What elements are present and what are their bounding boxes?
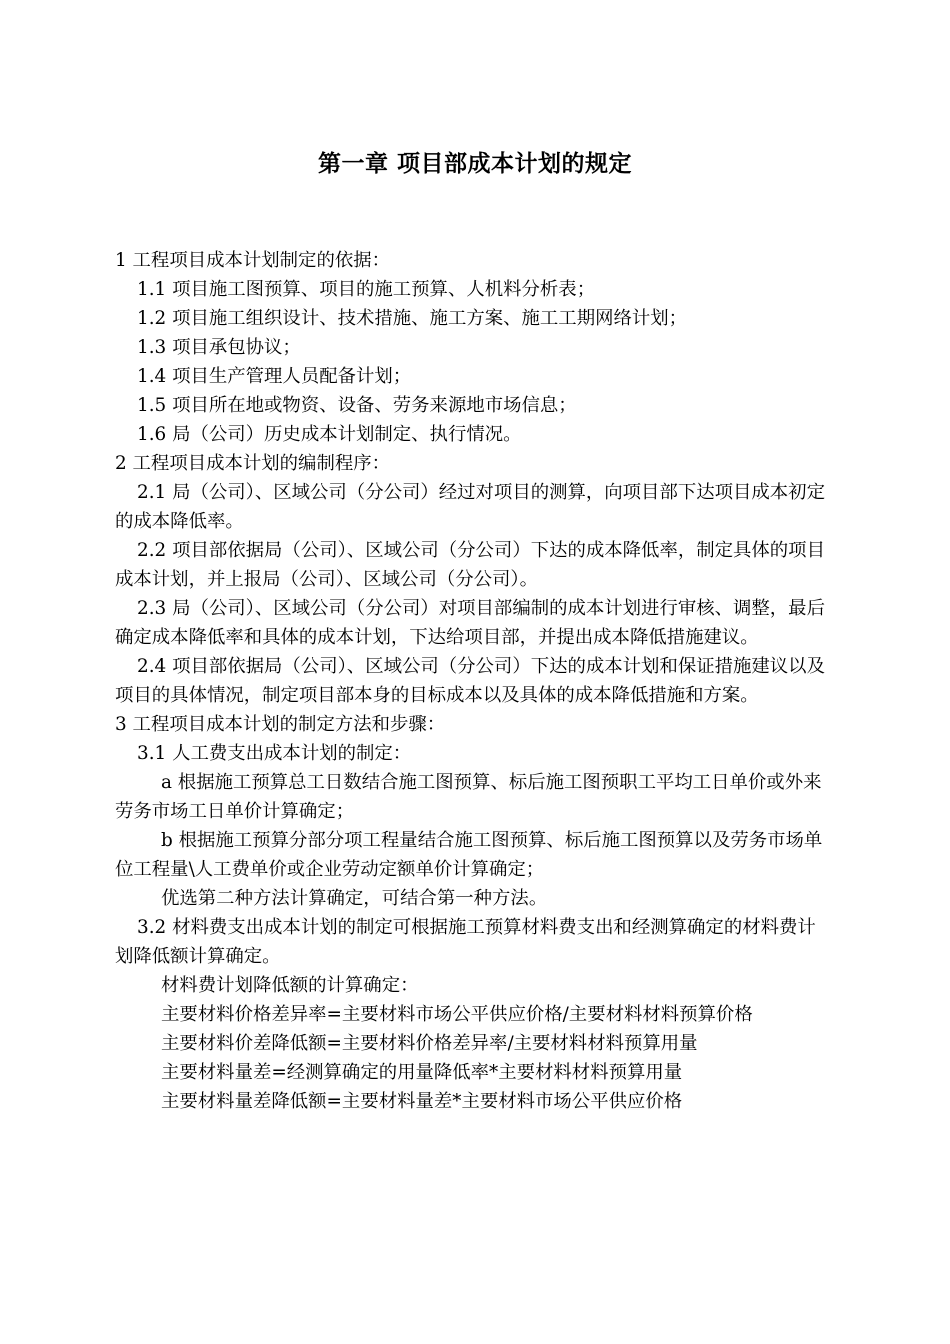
section-heading: 1 工程项目成本计划制定的依据： xyxy=(115,250,391,271)
chapter-title: 第一章 项目部成本计划的规定 xyxy=(317,150,632,177)
document-body xyxy=(115,246,830,1116)
paragraph: 主要材料量差=经测算确定的用量降低率*主要材料材料预算用量 xyxy=(161,1062,683,1083)
paragraph: 2.1 局（公司）、区域公司（分公司）经过对项目的测算，向项目部下达项目成本初定的成本降低率。 xyxy=(115,482,825,532)
paragraph: 主要材料量差降低额=主要材料量差*主要材料市场公平供应价格 xyxy=(161,1091,683,1112)
paragraph: 2.2 项目部依据局（公司）、区域公司（分公司）下达的成本降低率，制定具体的项目成本计划，并上报局（公司）、区域公司（分公司）。 xyxy=(115,540,825,590)
paragraph: 3.1 人工费支出成本计划的制定： xyxy=(137,743,412,764)
paragraph: 1.1 项目施工图预算、项目的施工预算、人机料分析表； xyxy=(137,279,596,300)
paragraph: 优选第二种方法计算确定，可结合第一种方法。 xyxy=(161,888,548,909)
paragraph: 2.3 局（公司）、区域公司（分公司）对项目部编制的成本计划进行审核、调整，最后确定成本降低率和具体的成本计划，下达给项目部，并提出成本降低措施建议。 xyxy=(115,598,825,648)
paragraph: 材料费计划降低额的计算确定： xyxy=(161,975,419,996)
paragraph: 1.3 项目承包协议； xyxy=(137,337,301,358)
paragraph: 主要材料价格差异率=主要材料市场公平供应价格/主要材料材料预算价格 xyxy=(161,1004,753,1025)
paragraph: a 根据施工预算总工日数结合施工图预算、标后施工图预职工平均工日单价或外来劳务市场工日单价计算确定； xyxy=(115,772,822,822)
paragraph: b 根据施工预算分部分项工程量结合施工图预算、标后施工图预算以及劳务市场单位工程量\人工费单价或企业劳动定额单价计算确定； xyxy=(115,830,823,880)
section-heading: 2 工程项目成本计划的编制程序： xyxy=(115,453,391,474)
paragraph: 1.6 局（公司）历史成本计划制定、执行情况。 xyxy=(137,424,522,445)
section-heading: 3 工程项目成本计划的制定方法和步骤： xyxy=(115,714,446,735)
paragraph: 1.5 项目所在地或物资、设备、劳务来源地市场信息； xyxy=(137,395,577,416)
paragraph: 1.2 项目施工组织设计、技术措施、施工方案、施工工期网络计划； xyxy=(137,308,688,329)
paragraph: 1.4 项目生产管理人员配备计划； xyxy=(137,366,412,387)
paragraph: 2.4 项目部依据局（公司）、区域公司（分公司）下达的成本计划和保证措施建议以及项目的具体情况，制定项目部本身的目标成本以及具体的成本降低措施和方案。 xyxy=(115,656,825,706)
paragraph: 3.2 材料费支出成本计划的制定可根据施工预算材料费支出和经测算确定的材料费计划降低额计算确定。 xyxy=(115,917,816,967)
paragraph: 主要材料价差降低额=主要材料价格差异率/主要材料材料预算用量 xyxy=(161,1033,698,1054)
